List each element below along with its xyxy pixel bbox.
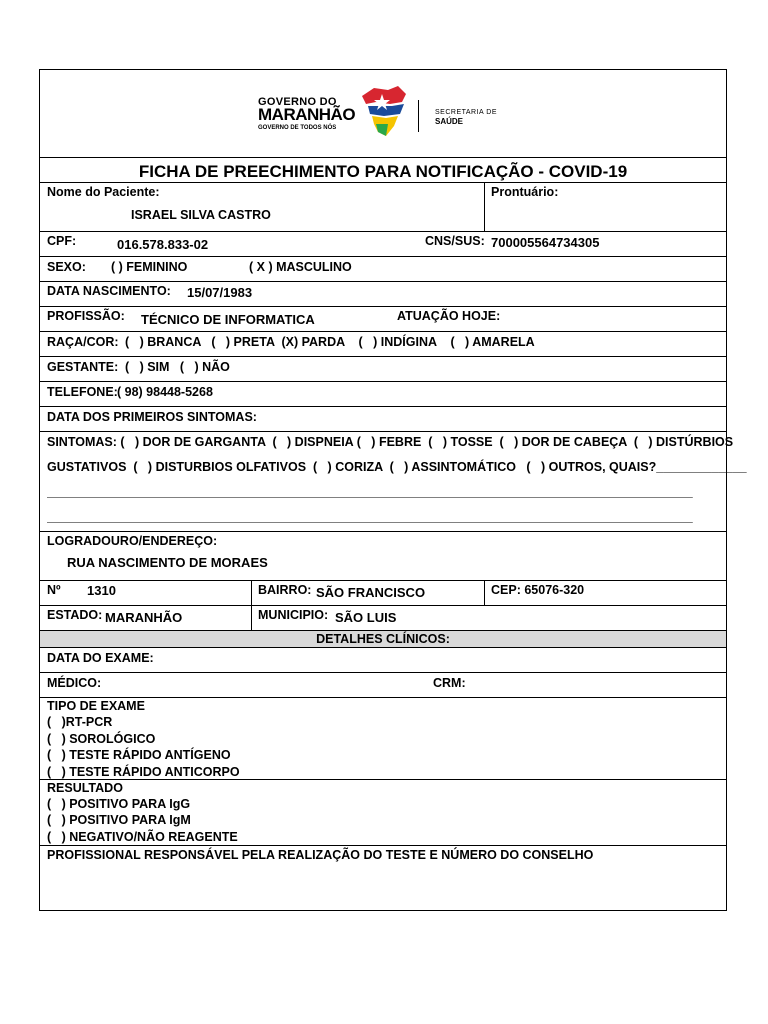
state-row — [40, 606, 726, 631]
result-row — [40, 780, 726, 846]
address-value: RUA NASCIMENTO DE MORAES — [67, 555, 268, 570]
phone-row — [40, 382, 726, 407]
district-value: SÃO FRANCISCO — [316, 585, 426, 600]
birth-row — [40, 282, 726, 307]
exam-type-rt-pcr[interactable]: ( )RT-PCR — [47, 715, 113, 729]
symptoms-line2[interactable]: GUSTATIVOS ( ) DISTURBIOS OLFATIVOS ( ) CORIZA ( ) ASSINTOMÁTICO ( ) OUTROS, QUAIS?_____________ — [47, 460, 747, 474]
clinical-section-title: DETALHES CLÍNICOS: — [316, 632, 450, 646]
symptoms-blank-line-2: ____________________________________________________________________________________________________ — [47, 510, 693, 524]
address-row — [40, 532, 726, 581]
birth-label: DATA NASCIMENTO: — [47, 284, 171, 298]
acting-label: ATUAÇÃO HOJE: — [397, 309, 501, 323]
profession-value: TÉCNICO DE INFORMATICA — [141, 312, 315, 327]
crm-label: CRM: — [433, 676, 466, 690]
symptoms-line1[interactable]: SINTOMAS: ( ) DOR DE GARGANTA ( ) DISPNEIA ( ) FEBRE ( ) TOSSE ( ) DOR DE CABEÇA ( ) DISTÚRBIOS — [47, 435, 734, 449]
cpf-label: CPF: — [47, 234, 77, 248]
exam-type-rapid-antigen[interactable]: ( ) TESTE RÁPIDO ANTÍGENO — [47, 748, 231, 762]
address-label: LOGRADOURO/ENDEREÇO: — [47, 534, 218, 548]
symptoms-blank-line-1: ____________________________________________________________________________________________________ — [47, 485, 693, 499]
symptoms-row — [40, 432, 747, 532]
logo-divider — [418, 100, 419, 132]
professional-row — [40, 846, 726, 910]
cpf-row — [40, 232, 726, 257]
logo-line2: MARANHÃO — [258, 105, 356, 124]
form-title: FICHA DE PREECHIMENTO PARA NOTIFICAÇÃO - COVID-19 — [138, 162, 628, 181]
result-negative[interactable]: ( ) NEGATIVO/NÃO REAGENTE — [47, 830, 238, 844]
city-label: MUNICIPIO: — [258, 608, 329, 622]
cpf-value: 016.578.833-02 — [117, 237, 209, 252]
record-label: Prontuário: — [491, 185, 559, 199]
pregnant-row — [40, 357, 726, 382]
doctor-label: MÉDICO: — [47, 676, 102, 690]
logo-line1: GOVERNO DO — [258, 96, 337, 108]
birth-value: 15/07/1983 — [187, 285, 253, 300]
clinical-header-row — [40, 631, 726, 648]
sex-row — [40, 257, 726, 282]
notification-form — [39, 69, 747, 911]
patient-name-value: ISRAEL SILVA CASTRO — [131, 208, 271, 222]
title-row — [40, 158, 726, 183]
exam-type-row — [40, 698, 726, 780]
race-options[interactable]: ( ) BRANCA ( ) PRETA (X) PARDA ( ) INDÍGINA ( ) AMARELA — [125, 335, 535, 349]
result-igg[interactable]: ( ) POSITIVO PARA IgG — [47, 797, 191, 811]
race-row — [40, 332, 726, 357]
number-row — [40, 581, 726, 606]
district-label: BAIRRO: — [258, 583, 312, 597]
exam-date-row — [40, 648, 726, 673]
city-value: SÃO LUIS — [335, 610, 397, 625]
number-label: Nº — [47, 583, 61, 597]
sex-male-option[interactable]: ( X ) MASCULINO — [249, 260, 352, 274]
government-logo — [256, 84, 416, 140]
exam-type-serological[interactable]: ( ) SOROLÓGICO — [47, 732, 156, 746]
sex-label: SEXO: — [47, 260, 86, 274]
exam-type-rapid-antibody[interactable]: ( ) TESTE RÁPIDO ANTICORPO — [47, 765, 240, 779]
header-row — [40, 70, 726, 158]
number-value: 1310 — [87, 583, 116, 598]
sex-female-option[interactable]: ( ) FEMININO — [111, 260, 188, 274]
logo-line3: GOVERNO DE TODOS NÓS — [258, 125, 337, 131]
secretaria-line1: SECRETARIA DE — [435, 109, 497, 116]
doctor-row — [40, 673, 726, 698]
exam-type-label: TIPO DE EXAME — [47, 699, 145, 713]
result-label: RESULTADO — [47, 781, 123, 795]
first-symptoms-row — [40, 407, 726, 432]
first-symptoms-label: DATA DOS PRIMEIROS SINTOMAS: — [47, 410, 257, 424]
cns-label: CNS/SUS: — [425, 234, 485, 248]
cns-value: 700005564734305 — [491, 235, 600, 250]
profession-label: PROFISSÃO: — [47, 309, 125, 323]
race-label: RAÇA/COR: — [47, 335, 119, 349]
profession-row — [40, 307, 726, 332]
phone-label: TELEFONE: — [47, 385, 118, 399]
maranhao-map-icon — [354, 84, 414, 140]
pregnant-label: GESTANTE: — [47, 360, 119, 374]
patient-name-label: Nome do Paciente: — [47, 185, 160, 199]
state-label: ESTADO: — [47, 608, 103, 622]
professional-label: PROFISSIONAL RESPONSÁVEL PELA REALIZAÇÃO DO TESTE E NÚMERO DO CONSELHO — [47, 848, 594, 862]
phone-value: ( 98) 98448-5268 — [117, 385, 213, 399]
secretaria-line2: SAÚDE — [435, 117, 464, 126]
cep-label: CEP: 65076-320 — [491, 583, 585, 597]
pregnant-options[interactable]: ( ) SIM ( ) NÃO — [125, 360, 230, 374]
patient-name-row — [40, 183, 726, 232]
exam-date-label: DATA DO EXAME: — [47, 651, 154, 665]
state-value: MARANHÃO — [105, 610, 183, 625]
result-igm[interactable]: ( ) POSITIVO PARA IgM — [47, 813, 191, 827]
